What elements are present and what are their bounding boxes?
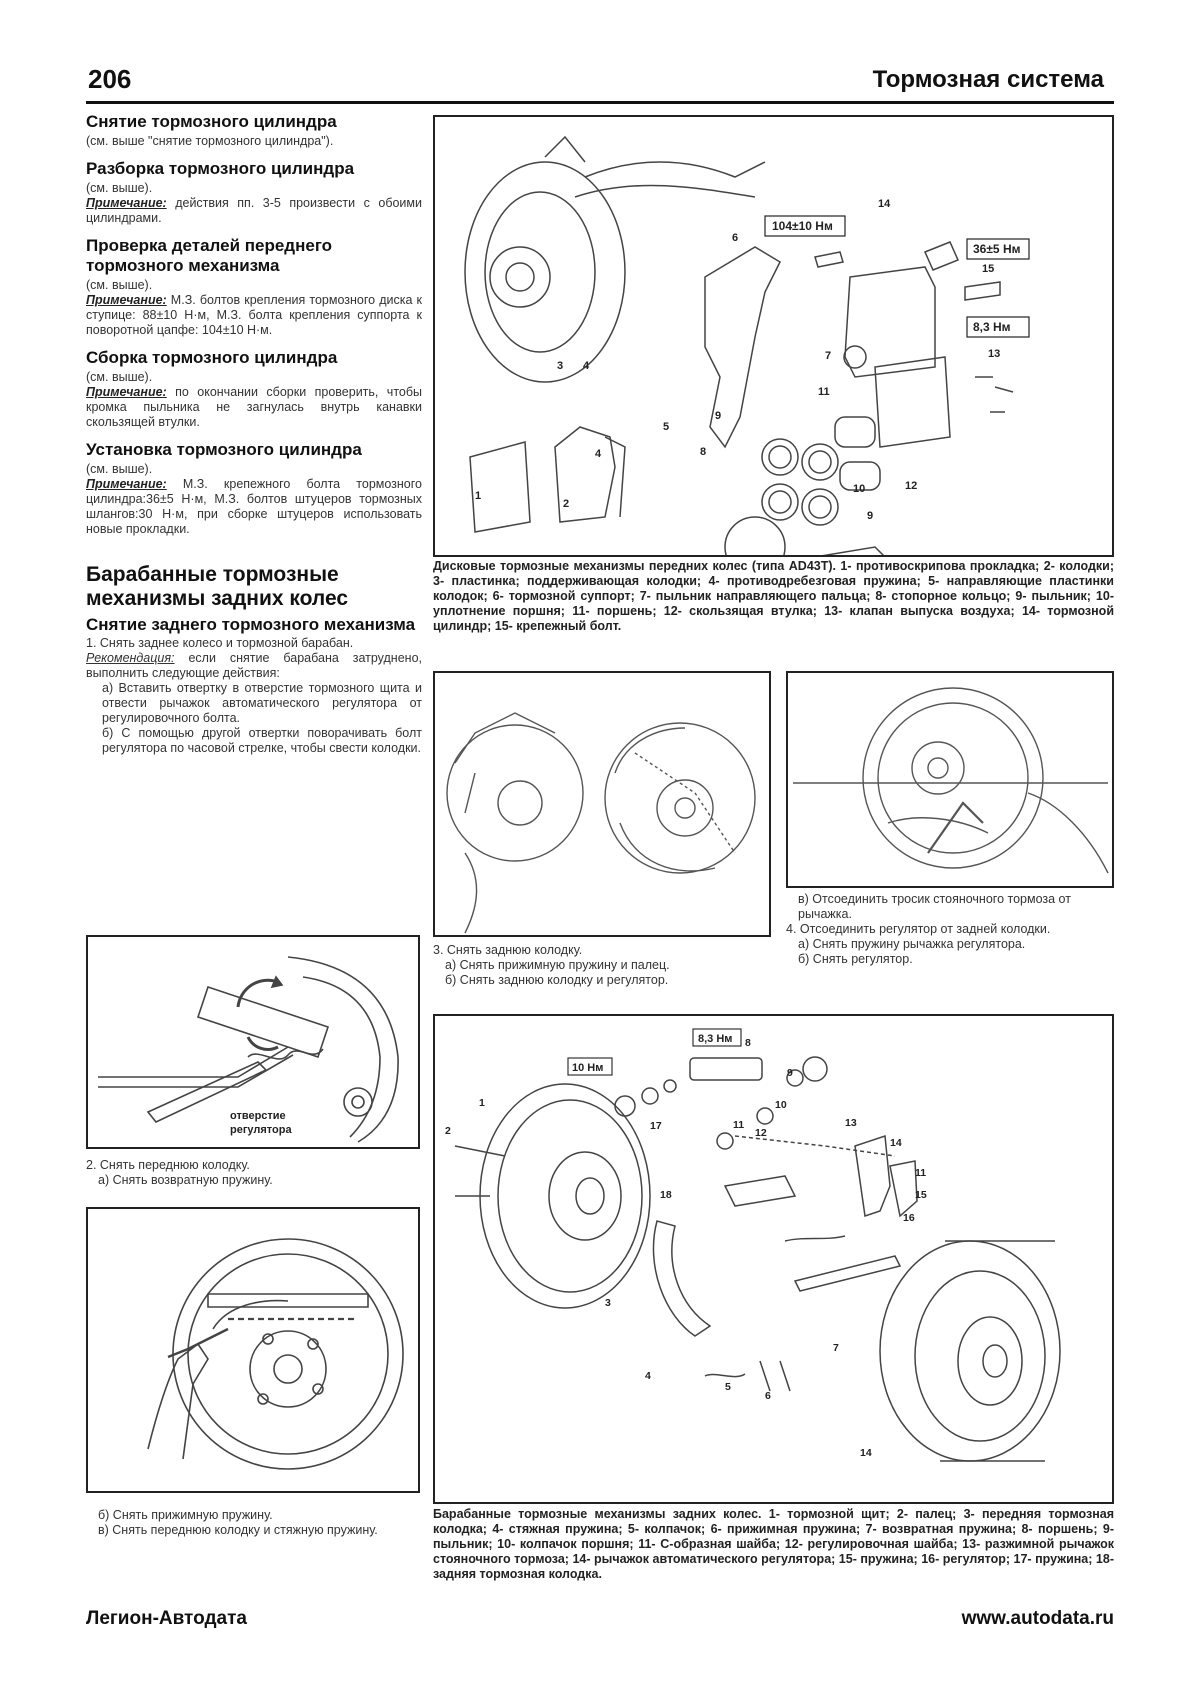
svg-text:9: 9 [715,410,722,422]
figure-drum-brake [433,1014,1114,1504]
svg-text:7: 7 [833,1342,839,1354]
figure-adjuster-hole [86,935,420,1149]
note-label: Примечание: [86,477,167,491]
torque-label: 8,3 Нм [698,1033,733,1045]
svg-text:1: 1 [475,490,482,502]
svg-text:11: 11 [733,1119,745,1131]
note-label: Примечание: [86,385,167,399]
step-caption [86,1508,422,1538]
note-text: действия пп. 3-5 произвести с обоими цилиндрами. [86,196,422,225]
section-ref: (см. выше). [86,370,153,384]
svg-text:12: 12 [755,1127,767,1139]
torque-label: 36±5 Нм [973,242,1021,256]
svg-text:18: 18 [660,1189,672,1201]
svg-text:3: 3 [605,1297,611,1309]
torque-label: 104±10 Нм [772,219,833,233]
figure-caption: Барабанные тормозные механизмы задних колес. 1- тормозной щит; 2- палец; 3- передняя тормозная колодка; 4- стяжная пружина; 5- колпачок; 6- прижимная пружина; 7- возвратная пружина; 8- поршень; 9- пыльник; 10- колпачок поршня; 11- С-образная шайба; 12- регулировочная шайба; 13- разжимной рычажок стояночного тормоза; 14- рычажок автоматического регулятора; 15- пружина; 16- регулятор; 17- пружина; 18- задняя тормозная колодка. [433,1507,1114,1581]
rear-shoe-illustration [435,673,769,935]
svg-text:11: 11 [818,386,830,398]
svg-text:4: 4 [583,360,590,372]
page-title: Тормозная система [872,66,1104,93]
svg-text:17: 17 [650,1120,662,1132]
note-text: М.З. болтов крепления тормозного диска к ступице: 88±10 Н·м, М.З. болта крепления суппорта к поворотной цапфе: 104±10 Н·м. [86,293,422,337]
rec-text: если снятие барабана затруднено, выполнить следующие действия: [86,651,422,680]
substep-text: а) Снять пружину рычажка регулятора. [798,937,1026,951]
svg-text:14: 14 [890,1137,902,1149]
substep-text: а) Снять возвратную пружину. [98,1173,273,1187]
svg-text:4: 4 [595,448,602,460]
rec-label: Рекомендация: [86,651,175,665]
footer-website: www.autodata.ru [961,1608,1114,1629]
svg-text:6: 6 [765,1390,771,1402]
section-note [86,196,422,226]
step-text: 4. Отсоединить регулятор от задней колодки. [786,922,1051,936]
svg-text:2: 2 [445,1125,451,1137]
step-text: 3. Снять заднюю колодку. [433,943,583,957]
substep-text: в) Снять переднюю колодку и стяжную пружину. [98,1523,378,1537]
svg-text:15: 15 [915,1189,927,1201]
svg-text:9: 9 [867,510,874,522]
section-title: Проверка деталей переднего тормозного механизма [86,236,333,275]
figure-disc-brake [433,115,1114,557]
substep-text: а) Снять прижимную пружину и палец. [445,958,670,972]
svg-text:14: 14 [878,198,891,210]
svg-text:2: 2 [563,498,570,510]
front-shoe-illustration [88,1209,418,1491]
footer-publisher: Легион-Автодата [86,1608,247,1629]
substep-text: в) Отсоединить тросик стояночного тормоза от рычажка. [798,892,1071,921]
figure-parking-cable [786,671,1114,888]
drum-brake-illustration [435,1016,1112,1502]
section-title: Сборка тормозного цилиндра [86,348,338,367]
note-text: М.З. крепежного болта тормозного цилиндра:36±5 Н·м, М.З. болтов штуцеров тормозных шлангов:30 Н·м, при сборке штуцеров использовать новые прокладки. [86,477,422,536]
svg-text:13: 13 [845,1117,857,1129]
svg-text:9: 9 [787,1067,793,1079]
svg-text:1: 1 [479,1097,485,1109]
section-note [86,385,422,430]
step-caption [433,943,771,988]
adjuster-illustration [88,937,418,1147]
figure-label: отверстие [230,1110,286,1122]
disc-brake-illustration [435,117,1112,555]
substep-text: б) С помощью другой отвертки поворачивать болт регулятора по часовой стрелке, чтобы свести колодки. [102,726,422,755]
svg-text:4: 4 [645,1370,651,1382]
left-column [86,112,422,756]
section-title: Снятие заднего тормозного механизма [86,615,416,634]
substep-text: б) Снять прижимную пружину. [98,1508,273,1522]
svg-text:10: 10 [853,483,866,495]
svg-text:5: 5 [725,1381,731,1393]
step-text: 1. Снять заднее колесо и тормозной барабан. [86,636,354,650]
svg-text:13: 13 [988,348,1001,360]
step-caption [86,1158,422,1188]
torque-label: 10 Нм [572,1062,604,1074]
note-label: Примечание: [86,293,167,307]
section-ref: (см. выше). [86,462,153,476]
torque-label: 8,3 Нм [973,320,1011,334]
figure-rear-shoe [433,671,771,937]
figure-label: регулятора [230,1124,292,1136]
svg-text:3: 3 [557,360,564,372]
section-text: (см. выше "снятие тормозного цилиндра"). [86,134,334,148]
svg-text:7: 7 [825,350,832,362]
step-caption [786,892,1114,967]
substep-text: б) Снять регулятор. [798,952,913,966]
svg-text:16: 16 [903,1212,915,1224]
svg-text:10: 10 [775,1099,787,1111]
svg-text:12: 12 [905,480,918,492]
substep-text: б) Снять заднюю колодку и регулятор. [445,973,669,987]
header-rule [86,101,1114,104]
page-number: 206 [88,64,132,94]
parking-cable-illustration [788,673,1112,886]
note-text: по окончании сборки проверить, чтобы кромка пыльника не загнулась внутрь канавки скользящей втулки. [86,385,422,429]
svg-text:14: 14 [860,1447,872,1459]
step-text: 2. Снять переднюю колодку. [86,1158,250,1172]
figure-caption: Дисковые тормозные механизмы передних колес (типа AD43T). 1- противоскрипова прокладка; 2- колодки; 3- пластинка; поддерживающая колодки; 4- противодребезговая пружина; 5- направляющие пластинки колодок; 6- тормозной суппорт; 7- пыльник направляющего пальца; 8- стопорное кольцо; 9- пыльник; 10- уплотнение поршня; 11- поршень; 12- скользящая втулка; 13- клапан выпуска воздуха; 14- тормозной цилиндр; 15- крепежный болт. [433,559,1114,633]
section-ref: (см. выше). [86,278,153,292]
figure-front-shoe [86,1207,420,1493]
section-title: Снятие тормозного цилиндра [86,112,337,131]
section-title: Установка тормозного цилиндра [86,440,362,459]
svg-text:15: 15 [982,263,995,275]
section-note [86,477,422,537]
svg-text:8: 8 [700,446,707,458]
section-note [86,293,422,338]
svg-text:6: 6 [732,232,739,244]
svg-text:8: 8 [745,1037,751,1049]
substep-text: а) Вставить отвертку в отверстие тормозного щита и отвести рычажок автоматического регулятора от регулировочного болта. [102,681,422,725]
svg-text:11: 11 [915,1167,927,1179]
section-ref: (см. выше). [86,181,153,195]
svg-text:5: 5 [663,421,670,433]
chapter-title: Барабанные тормозные механизмы задних колес [86,563,349,610]
section-title: Разборка тормозного цилиндра [86,159,355,178]
recommendation [86,651,422,681]
note-label: Примечание: [86,196,167,210]
